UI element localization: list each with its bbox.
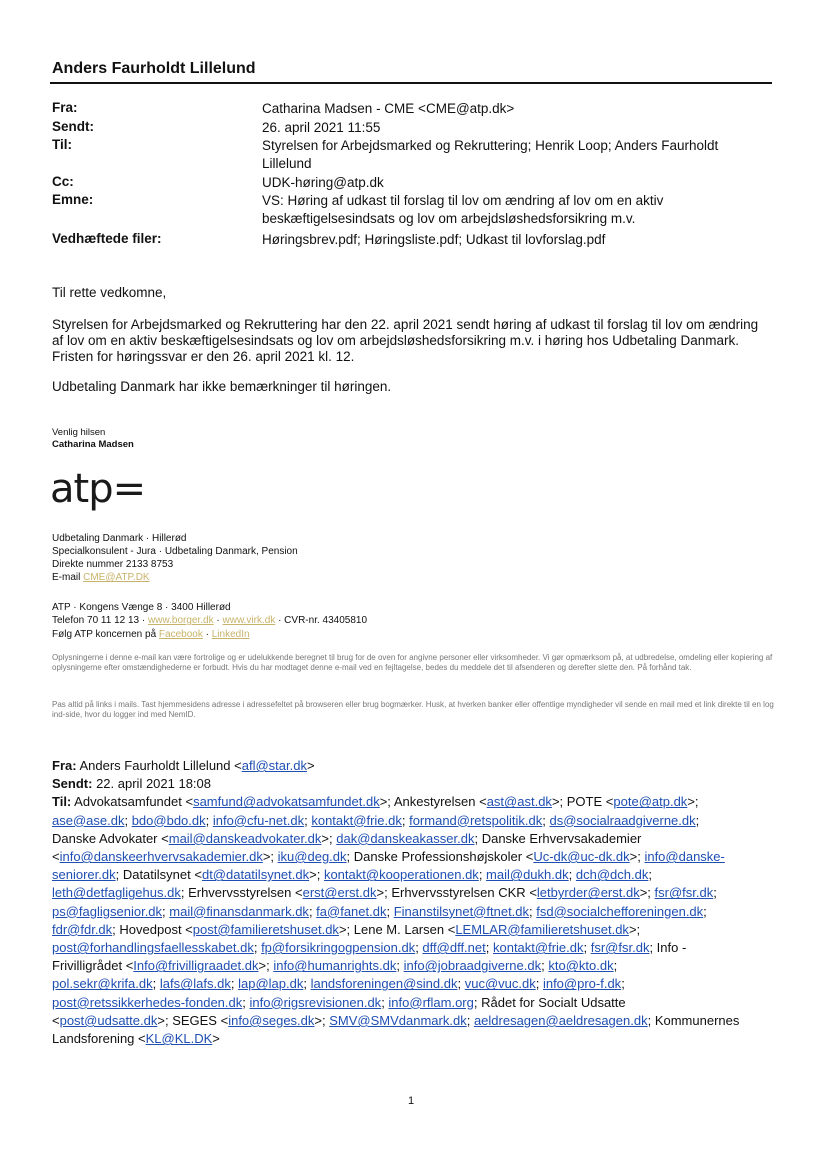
from-label: Fra: — [52, 100, 78, 115]
virk-link[interactable]: www.virk.dk — [222, 615, 276, 626]
sent-label: Sendt: — [52, 119, 94, 134]
recipient-line-6: leth@detfagligehus.dk; Erhvervsstyrelsen <erst@erst.dk>; Erhvervsstyrelsen CKR <letbyrder@erst.dk>; fsr@fsr.dk; — [52, 885, 717, 901]
signature-email-line — [52, 571, 150, 584]
signature-line-1: Udbetaling Danmark · Hillerød — [52, 533, 187, 544]
recipient-email[interactable]: post@forhandlingsfaellesskabet.dk — [52, 940, 254, 956]
greeting: Til rette vedkomne, — [52, 285, 167, 300]
separator-dot: · — [205, 629, 209, 640]
recipient-email[interactable]: bdo@bdo.dk — [131, 812, 206, 828]
recipient-email[interactable]: iku@deg.dk — [277, 849, 347, 865]
recipient-email[interactable]: fp@forsikringogpension.dk — [261, 940, 416, 956]
phone-text: Telefon 70 11 12 13 · — [52, 615, 146, 626]
borger-link[interactable]: www.borger.dk — [148, 615, 214, 626]
recipient-email[interactable]: kontakt@frie.dk — [311, 812, 402, 828]
email-label: E-mail — [52, 572, 81, 583]
recipient-name: Erhvervsstyrelsen CKR — [391, 885, 526, 901]
recipient-name: Hovedpost — [119, 921, 182, 937]
recipient-email[interactable]: fa@fanet.dk — [316, 903, 387, 919]
recipient-name: Lene M. Larsen — [353, 921, 445, 937]
recipient-email[interactable]: Finanstilsynet@ftnet.dk — [393, 903, 530, 919]
recipient-name: SEGES — [172, 1012, 217, 1028]
page-number: 1 — [408, 1095, 415, 1107]
signature-line-2: Specialkonsulent - Jura · Udbetaling Danmark, Pension — [52, 546, 298, 557]
recipient-line-4: <info@danskeerhvervsakademier.dk>; iku@deg.dk; Danske Professionshøjskoler <Uc-dk@uc-dk.dk>; info@danske- — [52, 849, 725, 865]
recipient-line-13: <post@udsatte.dk>; SEGES <info@seges.dk>; SMV@SMVdanmark.dk; aeldresagen@aeldresagen.dk; Kommunernes — [52, 1012, 740, 1028]
recipient-name: Kommunernes — [654, 1012, 740, 1028]
forwarded-from-name: Anders Faurholdt Lillelund — [79, 758, 231, 773]
forwarded-sent-line — [52, 775, 780, 793]
atp-logo-text: atp= — [50, 466, 146, 512]
recipient-email[interactable]: post@familieretshuset.dk — [192, 921, 339, 937]
recipient-name: Ankestyrelsen — [393, 794, 476, 810]
recipient-email[interactable]: Info@frivilligraadet.dk — [133, 958, 259, 974]
cvr-text: · CVR-nr. 43405810 — [278, 615, 368, 626]
from-value: Catharina Madsen - CME <CME@atp.dk> — [262, 101, 515, 116]
recipient-email[interactable]: pol.sekr@krifa.dk — [52, 976, 153, 992]
sender-name: Anders Faurholdt Lillelund — [52, 60, 256, 77]
recipient-email[interactable]: dak@danskeakasser.dk — [336, 830, 475, 846]
signature-name: Catharina Madsen — [52, 439, 134, 450]
recipient-email[interactable]: ast@ast.dk — [486, 794, 552, 810]
forwarded-sent-value: 22. april 2021 18:08 — [96, 776, 212, 792]
recipient-email[interactable]: dch@dch.dk — [575, 867, 649, 883]
recipient-email[interactable]: lap@lap.dk — [238, 976, 304, 992]
recipient-email[interactable]: vuc@vuc.dk — [464, 976, 536, 992]
recipient-line-2: ase@ase.dk; bdo@bdo.dk; info@cfu-net.dk; kontakt@frie.dk; formand@retspolitik.dk; ds@socialraadgiverne.dk; — [52, 812, 700, 828]
company-phone-line — [52, 614, 367, 627]
recipient-email[interactable]: info@rflam.org — [388, 994, 474, 1010]
recipient-line-5: seniorer.dk; Datatilsynet <dt@datatilsynet.dk>; kontakt@kooperationen.dk; mail@dukh.dk; dch@dch.dk; — [52, 867, 652, 883]
follow-line — [52, 628, 250, 641]
recipient-email[interactable]: SMV@SMVdanmark.dk — [329, 1012, 467, 1028]
recipient-line-1: Til: Advokatsamfundet <samfund@advokatsamfundet.dk>; Ankestyrelsen <ast@ast.dk>; POTE <pote@atp.dk>; — [52, 794, 699, 810]
sent-value: 26. april 2021 11:55 — [262, 120, 381, 135]
forwarded-to-label: Til: — [52, 794, 72, 810]
recipient-name: Datatilsynet — [122, 867, 191, 883]
signature-email-link[interactable]: CME@ATP.DK — [83, 572, 150, 583]
recipient-email[interactable]: formand@retspolitik.dk — [409, 812, 543, 828]
company-address: ATP · Kongens Vænge 8 · 3400 Hillerød — [52, 602, 231, 613]
recipient-email[interactable]: kto@kto.dk — [548, 958, 614, 974]
recipient-email[interactable]: kontakt@kooperationen.dk — [323, 867, 479, 883]
recipient-email[interactable]: info@jobraadgiverne.dk — [403, 958, 542, 974]
recipient-name: Info - — [656, 940, 687, 956]
recipient-line-11: pol.sekr@krifa.dk; lafs@lafs.dk; lap@lap.dk; landsforeningen@sind.dk; vuc@vuc.dk; info@pro-f.dk; — [52, 976, 625, 992]
recipient-email[interactable]: KL@KL.DK — [145, 1031, 213, 1047]
recipient-email[interactable]: info@rigsrevisionen.dk — [249, 994, 382, 1010]
recipient-email[interactable]: post@udsatte.dk — [59, 1012, 158, 1028]
recipient-email[interactable]: Uc-dk@uc-dk.dk — [533, 849, 630, 865]
to-label: Til: — [52, 137, 72, 152]
recipient-name: POTE — [566, 794, 603, 810]
recipient-name: Landsforening — [52, 1031, 135, 1047]
recipient-email[interactable]: LEMLAR@familieretshuset.dk — [455, 921, 629, 937]
linkedin-link[interactable]: LinkedIn — [211, 629, 250, 640]
recipient-email[interactable]: landsforeningen@sind.dk — [310, 976, 458, 992]
signature-line-3: Direkte nummer 2133 8753 — [52, 559, 174, 570]
recipient-email[interactable]: info@danske- — [644, 849, 725, 865]
forwarded-from-email[interactable]: afl@star.dk — [241, 758, 307, 773]
recipient-email[interactable]: lafs@lafs.dk — [159, 976, 231, 992]
recipient-name: Rådet for Socialt Udsatte — [481, 994, 626, 1010]
attachments-value: Høringsbrev.pdf; Høringsliste.pdf; Udkast til lovforslag.pdf — [262, 232, 606, 247]
recipient-email[interactable]: mail@danskeadvokater.dk — [168, 830, 322, 846]
recipient-email[interactable]: seniorer.dk — [52, 867, 116, 883]
recipient-email[interactable]: post@retssikkerhedes-fonden.dk — [52, 994, 243, 1010]
recipient-line-8: fdr@fdr.dk; Hovedpost <post@familieretshuset.dk>; Lene M. Larsen <LEMLAR@familieretshuset.dk>; — [52, 921, 641, 937]
facebook-link[interactable]: Facebook — [158, 629, 203, 640]
recipient-email[interactable]: erst@erst.dk — [302, 885, 377, 901]
follow-text: Følg ATP koncernen på — [52, 629, 157, 640]
recipient-name: Frivilligrådet — [52, 958, 123, 974]
recipient-name: Danske Erhvervsakademier — [481, 830, 642, 846]
recipient-email[interactable]: ps@fagligsenior.dk — [52, 903, 163, 919]
recipient-email[interactable]: leth@detfagligehus.dk — [52, 885, 181, 901]
recipient-line-10: Frivilligrådet <Info@frivilligraadet.dk>; info@humanrights.dk; info@jobraadgiverne.dk; kto@kto.dk; — [52, 958, 618, 974]
signature-closing: Venlig hilsen — [52, 427, 106, 438]
recipient-name: Danske Advokater — [52, 830, 158, 846]
separator-dot: · — [216, 615, 220, 626]
header-rule — [50, 82, 772, 84]
confidentiality-disclaimer: Oplysningerne i denne e-mail kan være fortrolige og er udelukkende beregnet til brug for de oven for angivne personer eller virksomheder. Vi gør opmærksom på, at udbredelse, omdeling eller kopiering af oplysningerne efter omstændighederne er forbudt. Hvis du har modtaget denne e-mail ved en fejltagelse, bedes du meddele det til afsenderen og derefter slette den. På forhånd tak. — [52, 653, 773, 672]
recipient-name: Erhvervsstyrelsen — [188, 885, 292, 901]
body-paragraph-1: Styrelsen for Arbejdsmarked og Rekruttering har den 22. april 2021 sendt høring af udkast til forslag til lov om ændring af lov om en aktiv beskæftigelsesindsats og lov om arbejdsløshedsforsikring m.v. i høring hos Udbetaling Danmark. Fristen for høringssvar er den 26. april 2021 kl. 12. — [52, 317, 759, 364]
recipient-email[interactable]: aeldresagen@aeldresagen.dk — [473, 1012, 648, 1028]
recipient-line-9: post@forhandlingsfaellesskabet.dk; fp@forsikringogpension.dk; dff@dff.net; kontakt@frie.dk; fsr@fsr.dk; Info - — [52, 940, 687, 956]
recipient-email[interactable]: dff@dff.net — [422, 940, 486, 956]
recipient-email[interactable]: info@pro-f.dk — [542, 976, 622, 992]
recipient-email[interactable]: mail@finansdanmark.dk — [169, 903, 309, 919]
recipient-line-14: Landsforening <KL@KL.DK> — [52, 1031, 220, 1047]
recipient-email[interactable]: fsd@socialchefforeningen.dk — [536, 903, 704, 919]
recipient-email[interactable]: info@humanrights.dk — [273, 958, 397, 974]
cc-value: UDK-høring@atp.dk — [262, 175, 384, 190]
recipient-name: Danske Professionshøjskoler — [353, 849, 523, 865]
cc-label: Cc: — [52, 174, 74, 189]
subject-label: Emne: — [52, 192, 94, 207]
forwarded-sent-label: Sendt: — [52, 776, 93, 792]
subject-value: VS: Høring af udkast til forslag til lov om ændring af lov om en aktiv beskæftigelsesindsats og lov om arbejdsløshedsforsikring m.v. — [262, 193, 664, 226]
phishing-disclaimer: Pas altid på links i mails. Tast hjemmesidens adresse i adressefeltet på browseren eller brug bogmærker. Husk, at hverken banker eller offentlige myndigheder vil sende en mail med et link direkte til en log ind-side, hvor du logger ind med NemID. — [52, 700, 774, 719]
recipient-email[interactable]: info@cfu-net.dk — [212, 812, 305, 828]
forwarded-header — [52, 757, 780, 1048]
to-value: Styrelsen for Arbejdsmarked og Rekruttering; Henrik Loop; Anders Faurholdt Lillelund — [262, 138, 719, 171]
body-paragraph-2: Udbetaling Danmark har ikke bemærkninger til høringen. — [52, 379, 392, 394]
recipient-email[interactable]: info@danskeerhvervsakademier.dk — [59, 849, 263, 865]
recipient-email[interactable]: fsr@fsr.dk — [590, 940, 650, 956]
recipient-name: Advokatsamfundet — [74, 794, 182, 810]
recipient-email[interactable]: info@seges.dk — [228, 1012, 315, 1028]
recipient-email[interactable]: kontakt@frie.dk — [492, 940, 584, 956]
recipient-email[interactable]: fdr@fdr.dk — [52, 921, 113, 937]
recipient-line-3: Danske Advokater <mail@danskeadvokater.dk>; dak@danskeakasser.dk; Danske Erhvervsakademier — [52, 830, 642, 846]
recipient-line-12: post@retssikkerhedes-fonden.dk; info@rigsrevisionen.dk; info@rflam.org; Rådet for Socialt Udsatte — [52, 994, 626, 1010]
recipient-email[interactable]: ds@socialraadgiverne.dk — [549, 812, 696, 828]
forwarded-from-label: Fra: — [52, 758, 77, 773]
recipient-email[interactable]: samfund@advokatsamfundet.dk — [193, 794, 380, 810]
attachments-label: Vedhæftede filer: — [52, 231, 162, 246]
recipient-email[interactable]: dt@datatilsynet.dk — [201, 867, 310, 883]
recipient-email[interactable]: letbyrder@erst.dk — [536, 885, 640, 901]
recipient-email[interactable]: fsr@fsr.dk — [654, 885, 714, 901]
atp-logo — [50, 466, 158, 512]
recipient-email[interactable]: ase@ase.dk — [52, 812, 125, 828]
recipient-line-7: ps@fagligsenior.dk; mail@finansdanmark.dk; fa@fanet.dk; Finanstilsynet@ftnet.dk; fsd@socialchefforeningen.dk; — [52, 903, 707, 919]
recipient-email[interactable]: mail@dukh.dk — [486, 867, 569, 883]
forwarded-from-line: Fra: Anders Faurholdt Lillelund <afl@star.dk> — [52, 758, 315, 773]
recipient-email[interactable]: pote@atp.dk — [613, 794, 688, 810]
